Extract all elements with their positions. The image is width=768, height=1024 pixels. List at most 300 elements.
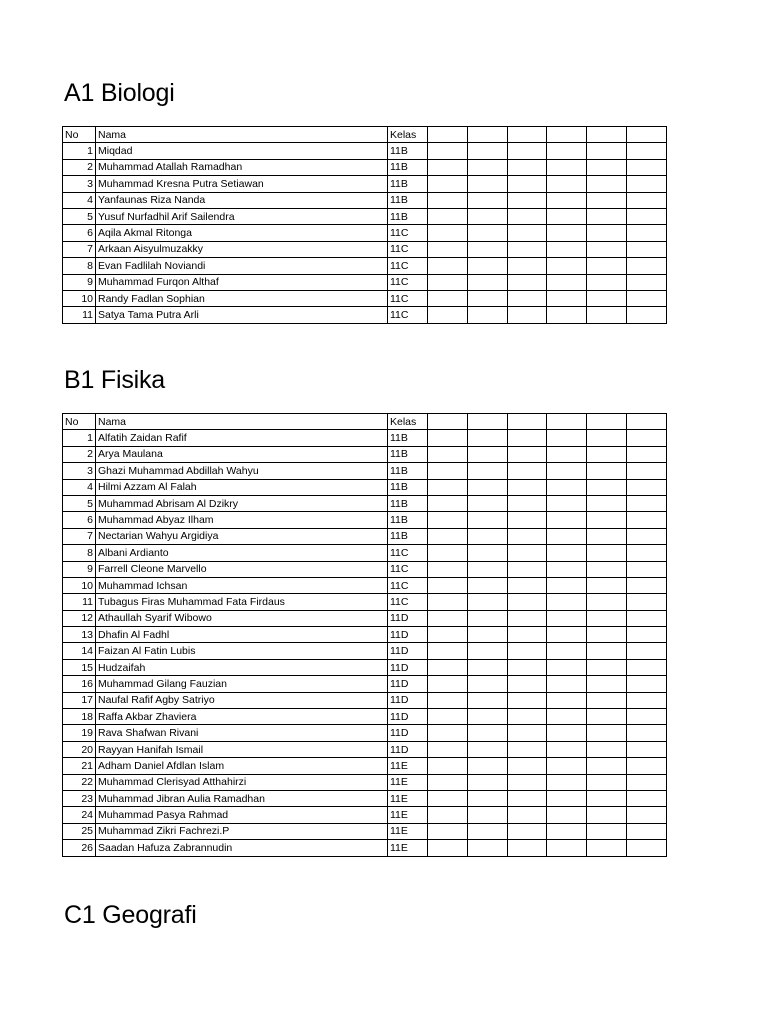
blank-cell: [507, 143, 547, 159]
cell-kelas: 11D: [388, 659, 428, 675]
blank-cell: [626, 143, 666, 159]
blank-cell: [467, 241, 507, 257]
blank-cell: [626, 512, 666, 528]
table-header-row: [63, 414, 667, 430]
cell-no: 4: [63, 192, 96, 208]
blank-cell: [547, 258, 587, 274]
header-kelas: Kelas: [388, 127, 428, 143]
cell-kelas: 11C: [388, 561, 428, 577]
blank-cell: [467, 790, 507, 806]
blank-cell: [507, 676, 547, 692]
blank-cell: [626, 709, 666, 725]
blank-cell: [587, 676, 627, 692]
cell-no: 6: [63, 225, 96, 241]
blank-header-cell: [507, 414, 547, 430]
blank-cell: [428, 676, 468, 692]
cell-no: 11: [63, 594, 96, 610]
blank-cell: [626, 274, 666, 290]
section-title-c1: C1 Geografi: [64, 901, 197, 929]
cell-no: 14: [63, 643, 96, 659]
table-row: [63, 741, 667, 757]
blank-cell: [587, 208, 627, 224]
blank-cell: [467, 225, 507, 241]
cell-no: 25: [63, 823, 96, 839]
blank-cell: [587, 528, 627, 544]
blank-cell: [626, 208, 666, 224]
cell-no: 5: [63, 495, 96, 511]
blank-cell: [547, 274, 587, 290]
cell-nama: Raffa Akbar Zhaviera: [96, 709, 388, 725]
table-row: [63, 479, 667, 495]
blank-cell: [587, 307, 627, 323]
cell-no: 3: [63, 463, 96, 479]
blank-cell: [626, 741, 666, 757]
blank-cell: [428, 176, 468, 192]
blank-cell: [467, 807, 507, 823]
blank-cell: [428, 659, 468, 675]
blank-cell: [587, 725, 627, 741]
blank-header-cell: [626, 127, 666, 143]
blank-cell: [467, 823, 507, 839]
blank-cell: [587, 290, 627, 306]
blank-cell: [467, 495, 507, 511]
cell-kelas: 11B: [388, 446, 428, 462]
cell-kelas: 11C: [388, 307, 428, 323]
blank-cell: [547, 495, 587, 511]
cell-kelas: 11D: [388, 741, 428, 757]
blank-cell: [507, 192, 547, 208]
cell-no: 15: [63, 659, 96, 675]
blank-cell: [507, 823, 547, 839]
cell-kelas: 11C: [388, 290, 428, 306]
blank-cell: [467, 143, 507, 159]
blank-cell: [428, 307, 468, 323]
table-row: [63, 512, 667, 528]
blank-header-cell: [587, 414, 627, 430]
blank-cell: [467, 192, 507, 208]
cell-kelas: 11D: [388, 725, 428, 741]
blank-cell: [547, 307, 587, 323]
blank-cell: [587, 709, 627, 725]
blank-cell: [467, 430, 507, 446]
cell-no: 1: [63, 143, 96, 159]
blank-cell: [507, 627, 547, 643]
blank-cell: [587, 840, 627, 856]
cell-nama: Muhammad Jibran Aulia Ramadhan: [96, 790, 388, 806]
blank-cell: [507, 225, 547, 241]
table-row: [63, 676, 667, 692]
blank-cell: [587, 627, 627, 643]
table-row: [63, 446, 667, 462]
cell-kelas: 11B: [388, 159, 428, 175]
table-row: [63, 807, 667, 823]
blank-cell: [507, 725, 547, 741]
blank-cell: [626, 561, 666, 577]
blank-cell: [626, 258, 666, 274]
blank-cell: [626, 676, 666, 692]
blank-cell: [547, 790, 587, 806]
blank-cell: [467, 446, 507, 462]
cell-kelas: 11B: [388, 430, 428, 446]
blank-cell: [587, 659, 627, 675]
cell-kelas: 11C: [388, 577, 428, 593]
cell-nama: Hilmi Azzam Al Falah: [96, 479, 388, 495]
cell-kelas: 11E: [388, 840, 428, 856]
cell-nama: Miqdad: [96, 143, 388, 159]
cell-nama: Satya Tama Putra Arli: [96, 307, 388, 323]
blank-cell: [547, 823, 587, 839]
blank-cell: [507, 479, 547, 495]
table-row: [63, 208, 667, 224]
cell-no: 10: [63, 577, 96, 593]
blank-cell: [428, 741, 468, 757]
cell-no: 1: [63, 430, 96, 446]
blank-header-cell: [626, 414, 666, 430]
blank-cell: [587, 545, 627, 561]
blank-cell: [428, 545, 468, 561]
blank-cell: [507, 463, 547, 479]
blank-cell: [626, 610, 666, 626]
cell-no: 7: [63, 528, 96, 544]
cell-no: 8: [63, 258, 96, 274]
cell-nama: Athaullah Syarif Wibowo: [96, 610, 388, 626]
blank-cell: [587, 463, 627, 479]
blank-cell: [428, 610, 468, 626]
blank-cell: [626, 479, 666, 495]
blank-cell: [587, 610, 627, 626]
cell-nama: Arya Maulana: [96, 446, 388, 462]
blank-cell: [587, 594, 627, 610]
blank-cell: [507, 512, 547, 528]
cell-nama: Muhammad Abyaz Ilham: [96, 512, 388, 528]
blank-cell: [507, 610, 547, 626]
cell-no: 2: [63, 446, 96, 462]
blank-cell: [587, 577, 627, 593]
table-row: [63, 274, 667, 290]
cell-nama: Ghazi Muhammad Abdillah Wahyu: [96, 463, 388, 479]
cell-kelas: 11D: [388, 709, 428, 725]
blank-cell: [507, 659, 547, 675]
blank-cell: [428, 840, 468, 856]
blank-cell: [467, 159, 507, 175]
blank-cell: [507, 241, 547, 257]
cell-nama: Muhammad Furqon Althaf: [96, 274, 388, 290]
cell-nama: Randy Fadlan Sophian: [96, 290, 388, 306]
blank-cell: [507, 159, 547, 175]
blank-cell: [626, 692, 666, 708]
blank-cell: [467, 774, 507, 790]
table-row: [63, 594, 667, 610]
blank-cell: [428, 446, 468, 462]
blank-cell: [467, 659, 507, 675]
cell-nama: Dhafin Al Fadhl: [96, 627, 388, 643]
blank-cell: [428, 208, 468, 224]
blank-cell: [547, 774, 587, 790]
cell-kelas: 11C: [388, 594, 428, 610]
blank-cell: [507, 208, 547, 224]
blank-cell: [428, 725, 468, 741]
blank-cell: [428, 627, 468, 643]
table-row: [63, 643, 667, 659]
blank-cell: [587, 143, 627, 159]
table-row: [63, 577, 667, 593]
blank-cell: [507, 495, 547, 511]
blank-cell: [547, 430, 587, 446]
blank-cell: [467, 643, 507, 659]
blank-cell: [626, 594, 666, 610]
table-row: [63, 290, 667, 306]
blank-header-cell: [547, 414, 587, 430]
blank-cell: [547, 610, 587, 626]
blank-cell: [626, 430, 666, 446]
table-row: [63, 659, 667, 675]
blank-cell: [587, 790, 627, 806]
blank-cell: [547, 561, 587, 577]
table-row: [63, 225, 667, 241]
cell-no: 8: [63, 545, 96, 561]
blank-cell: [507, 774, 547, 790]
blank-cell: [547, 659, 587, 675]
blank-cell: [428, 430, 468, 446]
cell-nama: Muhammad Gilang Fauzian: [96, 676, 388, 692]
header-no: No: [63, 127, 96, 143]
table-row: [63, 463, 667, 479]
cell-nama: Muhammad Zikri Fachrezi.P: [96, 823, 388, 839]
blank-cell: [428, 225, 468, 241]
blank-cell: [626, 758, 666, 774]
blank-cell: [626, 577, 666, 593]
blank-cell: [626, 192, 666, 208]
blank-cell: [547, 577, 587, 593]
blank-cell: [587, 512, 627, 528]
blank-header-cell: [587, 127, 627, 143]
cell-nama: Adham Daniel Afdlan Islam: [96, 758, 388, 774]
blank-cell: [428, 594, 468, 610]
table-row: [63, 725, 667, 741]
blank-cell: [507, 643, 547, 659]
section-title-b1: B1 Fisika: [64, 366, 166, 394]
cell-no: 11: [63, 307, 96, 323]
cell-kelas: 11E: [388, 758, 428, 774]
cell-kelas: 11D: [388, 643, 428, 659]
blank-cell: [428, 274, 468, 290]
cell-kelas: 11C: [388, 274, 428, 290]
cell-no: 9: [63, 274, 96, 290]
cell-kelas: 11C: [388, 545, 428, 561]
blank-cell: [428, 290, 468, 306]
blank-cell: [507, 692, 547, 708]
blank-cell: [587, 561, 627, 577]
blank-cell: [467, 709, 507, 725]
blank-cell: [547, 840, 587, 856]
header-nama: Nama: [96, 414, 388, 430]
blank-cell: [626, 790, 666, 806]
blank-cell: [428, 159, 468, 175]
cell-kelas: 11B: [388, 463, 428, 479]
blank-cell: [428, 643, 468, 659]
cell-no: 16: [63, 676, 96, 692]
cell-nama: Muhammad Abrisam Al Dzikry: [96, 495, 388, 511]
blank-cell: [507, 807, 547, 823]
blank-cell: [428, 823, 468, 839]
cell-nama: Muhammad Pasya Rahmad: [96, 807, 388, 823]
blank-cell: [626, 840, 666, 856]
blank-cell: [547, 143, 587, 159]
cell-kelas: 11D: [388, 610, 428, 626]
blank-cell: [467, 692, 507, 708]
blank-cell: [547, 446, 587, 462]
table-row: [63, 430, 667, 446]
blank-header-cell: [467, 414, 507, 430]
cell-nama: Nectarian Wahyu Argidiya: [96, 528, 388, 544]
blank-cell: [587, 430, 627, 446]
blank-cell: [507, 790, 547, 806]
blank-cell: [428, 241, 468, 257]
cell-no: 9: [63, 561, 96, 577]
cell-no: 7: [63, 241, 96, 257]
cell-nama: Faizan Al Fatin Lubis: [96, 643, 388, 659]
blank-cell: [507, 528, 547, 544]
blank-cell: [467, 840, 507, 856]
blank-cell: [507, 840, 547, 856]
cell-no: 17: [63, 692, 96, 708]
blank-cell: [467, 545, 507, 561]
blank-cell: [547, 463, 587, 479]
blank-cell: [626, 774, 666, 790]
blank-cell: [587, 741, 627, 757]
blank-cell: [507, 741, 547, 757]
blank-header-cell: [428, 127, 468, 143]
blank-cell: [626, 495, 666, 511]
cell-nama: Muhammad Kresna Putra Setiawan: [96, 176, 388, 192]
cell-no: 26: [63, 840, 96, 856]
cell-nama: Muhammad Atallah Ramadhan: [96, 159, 388, 175]
blank-cell: [587, 479, 627, 495]
cell-kelas: 11B: [388, 479, 428, 495]
cell-kelas: 11B: [388, 495, 428, 511]
blank-cell: [626, 463, 666, 479]
blank-cell: [507, 545, 547, 561]
blank-cell: [428, 692, 468, 708]
blank-cell: [428, 192, 468, 208]
cell-nama: Farrell Cleone Marvello: [96, 561, 388, 577]
blank-cell: [587, 225, 627, 241]
table-row: [63, 823, 667, 839]
blank-cell: [547, 594, 587, 610]
blank-cell: [428, 774, 468, 790]
table-row: [63, 258, 667, 274]
blank-cell: [587, 176, 627, 192]
cell-kelas: 11D: [388, 627, 428, 643]
blank-cell: [428, 143, 468, 159]
blank-cell: [467, 463, 507, 479]
blank-cell: [507, 176, 547, 192]
cell-kelas: 11E: [388, 774, 428, 790]
blank-cell: [587, 241, 627, 257]
blank-cell: [547, 676, 587, 692]
blank-cell: [467, 610, 507, 626]
table-row: [63, 545, 667, 561]
blank-cell: [626, 823, 666, 839]
blank-cell: [507, 709, 547, 725]
blank-header-cell: [507, 127, 547, 143]
blank-cell: [547, 225, 587, 241]
blank-cell: [626, 545, 666, 561]
blank-cell: [626, 290, 666, 306]
table-row: [63, 709, 667, 725]
cell-no: 20: [63, 741, 96, 757]
blank-cell: [587, 159, 627, 175]
blank-cell: [587, 758, 627, 774]
cell-kelas: 11E: [388, 807, 428, 823]
table-row: [63, 241, 667, 257]
blank-cell: [547, 208, 587, 224]
table-row: [63, 528, 667, 544]
blank-cell: [587, 446, 627, 462]
cell-nama: Muhammad Clerisyad Atthahirzi: [96, 774, 388, 790]
cell-kelas: 11B: [388, 192, 428, 208]
blank-cell: [467, 258, 507, 274]
cell-no: 6: [63, 512, 96, 528]
blank-cell: [547, 692, 587, 708]
blank-cell: [507, 577, 547, 593]
cell-no: 18: [63, 709, 96, 725]
section-title-a1: A1 Biologi: [64, 79, 175, 107]
blank-cell: [467, 176, 507, 192]
cell-kelas: 11C: [388, 225, 428, 241]
blank-cell: [547, 709, 587, 725]
blank-cell: [467, 577, 507, 593]
blank-cell: [428, 479, 468, 495]
blank-cell: [626, 627, 666, 643]
cell-nama: Yanfaunas Riza Nanda: [96, 192, 388, 208]
blank-cell: [428, 758, 468, 774]
roster-table-a1: [62, 126, 667, 324]
cell-nama: Arkaan Aisyulmuzakky: [96, 241, 388, 257]
blank-cell: [467, 676, 507, 692]
cell-kelas: 11D: [388, 692, 428, 708]
blank-cell: [547, 741, 587, 757]
blank-header-cell: [467, 127, 507, 143]
cell-no: 12: [63, 610, 96, 626]
blank-cell: [467, 725, 507, 741]
cell-kelas: 11B: [388, 176, 428, 192]
cell-kelas: 11B: [388, 208, 428, 224]
header-kelas: Kelas: [388, 414, 428, 430]
table-header-row: [63, 127, 667, 143]
cell-kelas: 11D: [388, 676, 428, 692]
blank-cell: [547, 725, 587, 741]
cell-no: 5: [63, 208, 96, 224]
cell-no: 24: [63, 807, 96, 823]
blank-cell: [626, 159, 666, 175]
blank-cell: [428, 528, 468, 544]
blank-cell: [467, 528, 507, 544]
cell-kelas: 11E: [388, 823, 428, 839]
table-row: [63, 159, 667, 175]
cell-no: 10: [63, 290, 96, 306]
cell-no: 4: [63, 479, 96, 495]
table-row: [63, 840, 667, 856]
blank-cell: [467, 741, 507, 757]
blank-cell: [547, 159, 587, 175]
blank-cell: [547, 479, 587, 495]
blank-cell: [467, 512, 507, 528]
cell-no: 22: [63, 774, 96, 790]
cell-kelas: 11B: [388, 528, 428, 544]
blank-cell: [467, 561, 507, 577]
blank-cell: [467, 594, 507, 610]
